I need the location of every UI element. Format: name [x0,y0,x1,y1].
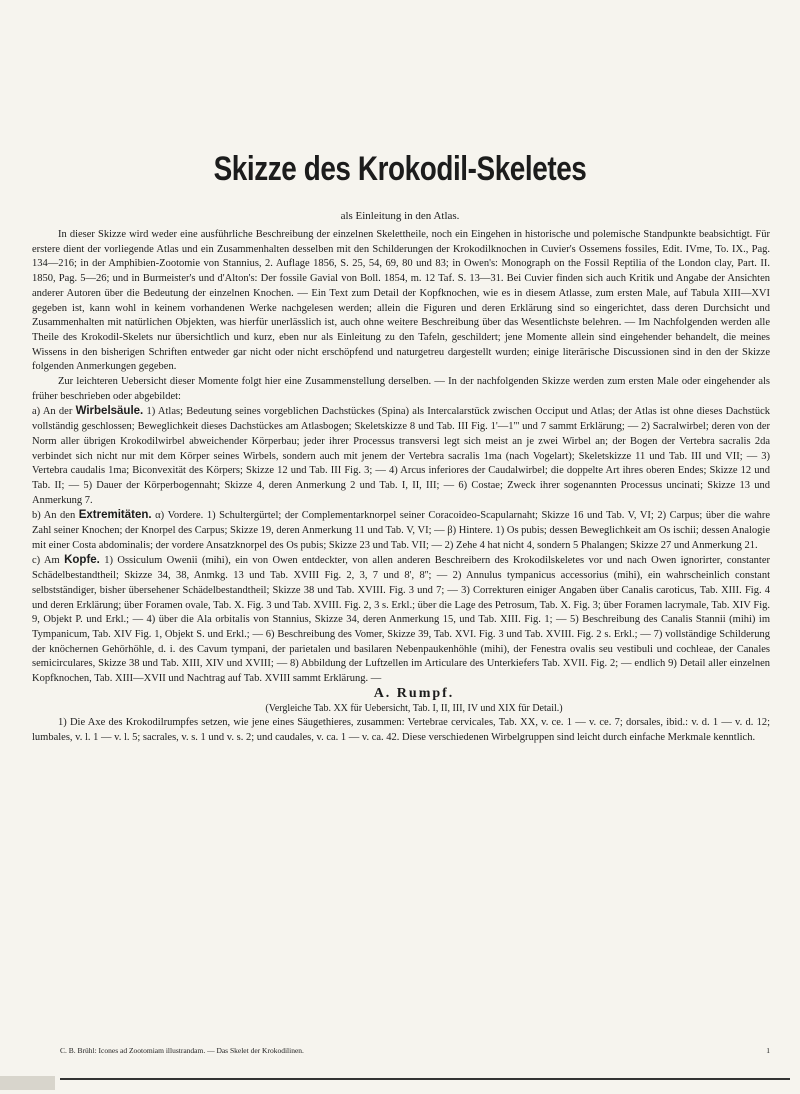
item-c-prefix: c) Am [32,555,65,567]
page-edge [0,1076,55,1090]
item-c-text: 1) Ossiculum Owenii (mihi), ein von Owen entdeckter, von allen anderen Beschreibern des Krokodilskeletes vor und nach Owen ignorirter, constanter Schädelbestandtheil; Skizze 34, 38, Anmkg. 13 und Tab. XVIII Fig. 2, 3, 7 und 8', 8''; — 2) Annulus tympanicus accessorius (mihi), ein wahrscheinlich constant selbstständiger, bisher übersehener Schädelbestandtheil; Skizze 38 und Tab. XVIII. Fig. 3 und 7; — 3) Correkturen einiger Angaben über Canalis caroticus, Tab. XIII. Fig. 4 und deren Erklärung; über Foramen ovale, Tab. X. Fig. 3 und Tab. XVIII. Fig. 2, 3 s. Erkl.; über die Lage des Petrosum, Tab. X. Fig. 3; über Foramen lacrymale, Tab. XIV Fig. 9, Objekt P. und Erkl.; — 4) über die Ala orbitalis von Stannius, Skizze 34, deren Anmerkung 15, und Tab. XIII. Fig. 1; — 5) Beschreibung des Canalis Stannii (mihi) im Tympanicum, Tab. XIV Fig. 1, Objekt S. und Erkl.; — 6) Beschreibung des Vomer, Skizze 39, Tab. XVI. Fig. 3 und Tab. XVIII. Fig. 2 s. Erkl.; — 7) vollständige Schilderung der knöchernen Gehörhöhle, d. i. des Cavum tympani, der parietalen und basilaren Nebenpaukenhöhle (mihi), der Fenestra ovalis seu vestibuli und cochleae, der Canales semicirculares, Skizze 38 und Tab. XIII, XIV und XVIII; — 8) Abbildung der Luftzellen im Articulare des Unterkiefers Tab. XVII. Fig. 2; — endlich 9) Detail aller einzelnen Kopfknochen, Tab. XIII—XVII und Nachtrag auf Tab. XVIII sammt Erklärung. — [32,555,770,685]
page-title: Skizze des Krokodil-Skeletes [213,150,587,188]
item-a-prefix: a) An der [32,406,76,418]
item-a [32,404,770,508]
item-b [32,508,770,553]
body-text [32,228,770,746]
item-b-prefix: b) An den [32,510,79,522]
page-number: 1 [766,1046,770,1055]
item-a-text: 1) Atlas; Bedeutung seines vorgeblichen Dachstückes (Spina) als Intercalarstück zwischen Occiput und Atlas; der Atlas ist ohne dieses Dachstück vollständig geschlossen; Beweglichkeit dieses Dachstückes am Atlasbogen; Skeletskizze 8 und Tab. III Fig. 1'—1''' und 7 sammt Erklärung; — 2) Sacralwirbel; deren von der Norm aller übrigen Krokodilwirbel abweichender Körperbau; jeder ihrer Processus transversi legt sich meist an je zwei Wirbel an; der Bogen der Vertebra sacralis 2da verbindet sich nicht nur mit dem Körper seines Wirbels, sondern auch mit jenem der Vertebra sacralis 1ma (nach Vogelart); Skeletskizze 11 und Tab. III und VII; — 3) Vertebra caudalis 1ma; Biconvexität des Körpers; Skizze 12 und Tab. III Fig. 3; — 4) Arcus inferiores der Caudalwirbel; die doppelte Art ihres oberen Endes; Skizze 12 und Tab. II; — 5) Dauer der Körperbogennaht; Skizze 4, deren Anmerkung 2 und Tab. I, II, III; — 6) Costae; Zweck ihrer sogenannten Processus uncinati; Skizze 13 und Anmerkung 7. [32,406,770,506]
rumpf-paragraph: 1) Die Axe des Krokodilrumpfes setzen, wie jene eines Säugethieres, zusammen: Vertebrae cervicales, Tab. XX, v. ce. 1 — v. ce. 7; dorsales, ibid.: v. d. 1 — v. d. 12; lumbales, v. l. 1 — v. l. 5; sacrales, v. s. 1 und v. s. 2; und caudales, v. ca. 1 — v. ca. 42. Diese verschiedenen Wirbelgruppen sind leicht durch einfache Merkmale kenntlich. [32,717,770,743]
item-b-heading: Extremitäten. [78,509,152,522]
page-subtitle: als Einleitung in den Atlas. [340,210,460,222]
section-heading: A. Rumpf. [373,685,455,701]
section-note: (Vergleiche Tab. XX für Uebersicht, Tab. I, II, III, IV und XIX für Detail.) [265,702,563,714]
overview-paragraph: Zur leichteren Uebersicht dieser Momente folgt hier eine Zusammenstellung derselben. — In der nachfolgenden Skizze werden zum ersten Male oder eingehender als früher beschrieben oder abgebildet: [32,376,770,402]
item-a-heading: Wirbelsäule. [75,405,144,418]
item-c-heading: Kopfe. [64,554,100,567]
page-footer [60,1046,770,1055]
item-b-text: α) Vordere. 1) Schultergürtel; der Complementarknorpel seiner Coracoideo-Scapularnaht; Skizze 16 und Tab. V, VI; 2) Carpus; über die wahre Zahl seiner Knochen; der Knorpel des Carpus; Skizze 19, deren Anmerkung 11 und Tab. V, VI; — β) Hintere. 1) Os pubis; dessen Beweglichkeit am Os ischii; dessen Analogie mit einer Costa abdominalis; der vordere Ansatzknorpel des Os pubis; Skizze 23 und Tab. VII; — 2) Zehe 4 hat nicht 4, sondern 5 Phalangen; Skizze 27 und Anmerkung 21. [32,510,770,551]
footer-rule [60,1078,790,1080]
item-c [32,553,770,686]
intro-paragraph: In dieser Skizze wird weder eine ausführliche Beschreibung der einzelnen Skelettheile, noch ein Eingehen in historische und polemische Standpunkte beabsichtigt. Für erstere dient der vorliegende Atlas und ein Zusammenhalten desselben mit den Schilderungen der Krokodilknochen in Cuvier's Ossemens fossiles, Edit. IVme, To. IX., Pag. 134—216; in der Amphibien-Zootomie von Stannius, 2. Auflage 1856, S. 25, 54, 69, 80 und 83; in Owen's: Monograph on the Fossil Reptilia of the London clay, Part. II. 1850, Pag. 5—26; und in Burmeister's und d'Alton's: Der fossile Gavial von Boll. 1854, m. 12 Taf. S. 13—31. Bei Cuvier finden sich auch Kritik und Angabe der Ansichten anderer Autoren über die Bedeutung der einzelnen Knochen. — Ein Text zum Detail der Kopfknochen, wie es in diesem Atlasse, zum ersten Male, auf Tabula XIII—XVI gegeben ist, kann wohl in keinem vorhandenen Werke nachgelesen werden; allein die Figuren und deren Erklärung sind so eingerichtet, dass deren Durchsicht und Zusammenhalten mit natürlichen Objekten, was hierfür unerlässlich ist, auch ohne weitere Beschreibung über das Wesentlichste belehren. — Im Nachfolgenden werden alle Theile des Krokodil-Skelets nur übersichtlich und kurz, eben nur als Einleitung zu den Tafeln, geschildert; jene Momente allein sind eingehender behandelt, die meines Wissens in den bisherigen Schriften entweder gar nicht oder nicht erschöpfend und naturgetreu dargestellt wurden; einige literärische Discussionen sind in den der Skizze folgenden Anmerkungen gegeben. [32,229,770,373]
footer-citation: C. B. Brühl: Icones ad Zootomiam illustrandam. — Das Skelet der Krokodilinen. [60,1046,304,1055]
